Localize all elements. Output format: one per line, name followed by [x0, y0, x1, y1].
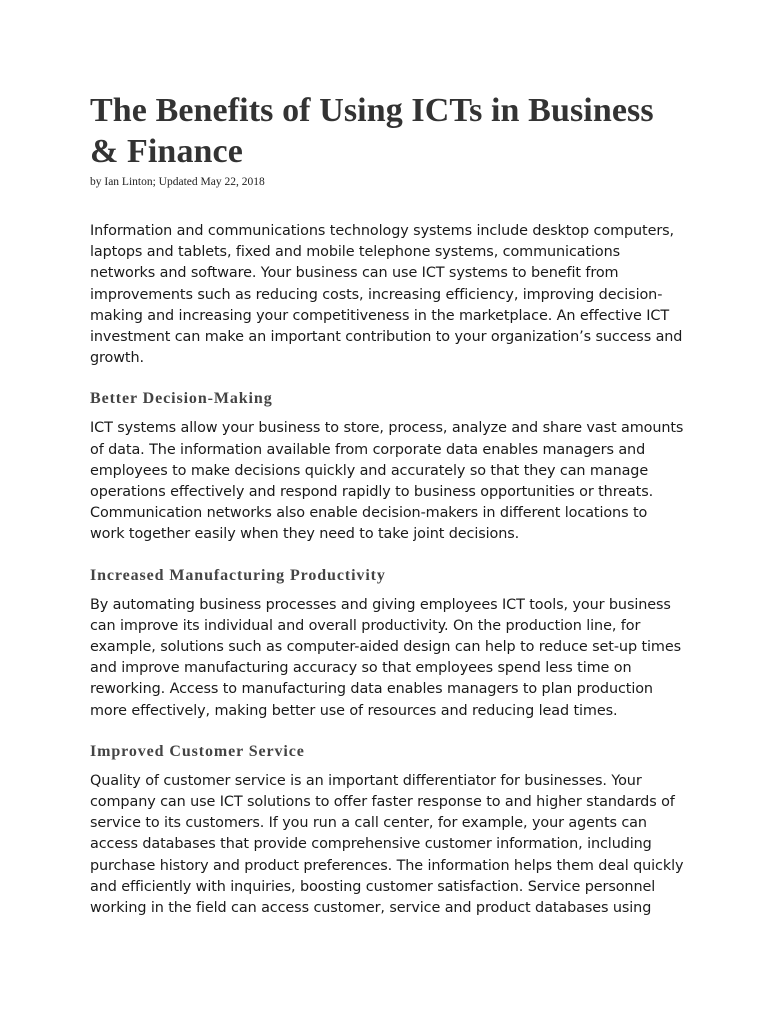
section-paragraph: Quality of customer service is an important differentiator for businesses. Your company can use ICT solutions to offer faster response to and higher standards of service to its customers. If you run a call center, for example, your agents can access databases that provide comprehensive customer information, including purchase history and product preferences. The information helps them deal quickly and efficiently with inquiries, boosting customer satisfaction. Service personnel working in the field can access customer, service and product databases using — [90, 772, 684, 917]
section-manufacturing-productivity — [90, 566, 685, 722]
article-title: The Benefits of Using ICTs in Business & Finance — [90, 92, 654, 170]
section-heading: Increased Manufacturing Productivity — [90, 566, 386, 584]
section-customer-service — [90, 742, 685, 919]
intro-paragraph: Information and communications technology systems include desktop computers, laptops and tablets, fixed and mobile telephone systems, communications networks and software. Your business can use ICT systems to benefit from improvements such as reducing costs, increasing efficiency, improving decision-making and increasing your competitiveness in the marketplace. An effective ICT investment can make an important contribution to your organization’s success and growth. — [90, 223, 683, 367]
article-byline: by Ian Linton; Updated May 22, 2018 — [90, 176, 265, 188]
section-paragraph: By automating business processes and giving employees ICT tools, your business can improve its individual and overall productivity. On the production line, for example, solutions such as computer-aided design can help to reduce set-up times and improve manufacturing accuracy so that employees spend less time on reworking. Access to manufacturing data enables managers to plan production more effectively, making better use of resources and reducing lead times. — [90, 596, 681, 719]
article-intro — [90, 221, 685, 369]
section-paragraph: ICT systems allow your business to store, process, analyze and share vast amounts of data. The information available from corporate data enables managers and employees to make decisions quickly and accurately so that they can manage operations effectively and respond rapidly to business opportunities or threats. Communication networks also enable decision-makers in different locations to work together easily when they need to take joint decisions. — [90, 420, 684, 543]
section-heading: Improved Customer Service — [90, 742, 305, 760]
section-heading: Better Decision-Making — [90, 390, 273, 408]
article — [90, 90, 685, 919]
section-decision-making — [90, 389, 685, 545]
